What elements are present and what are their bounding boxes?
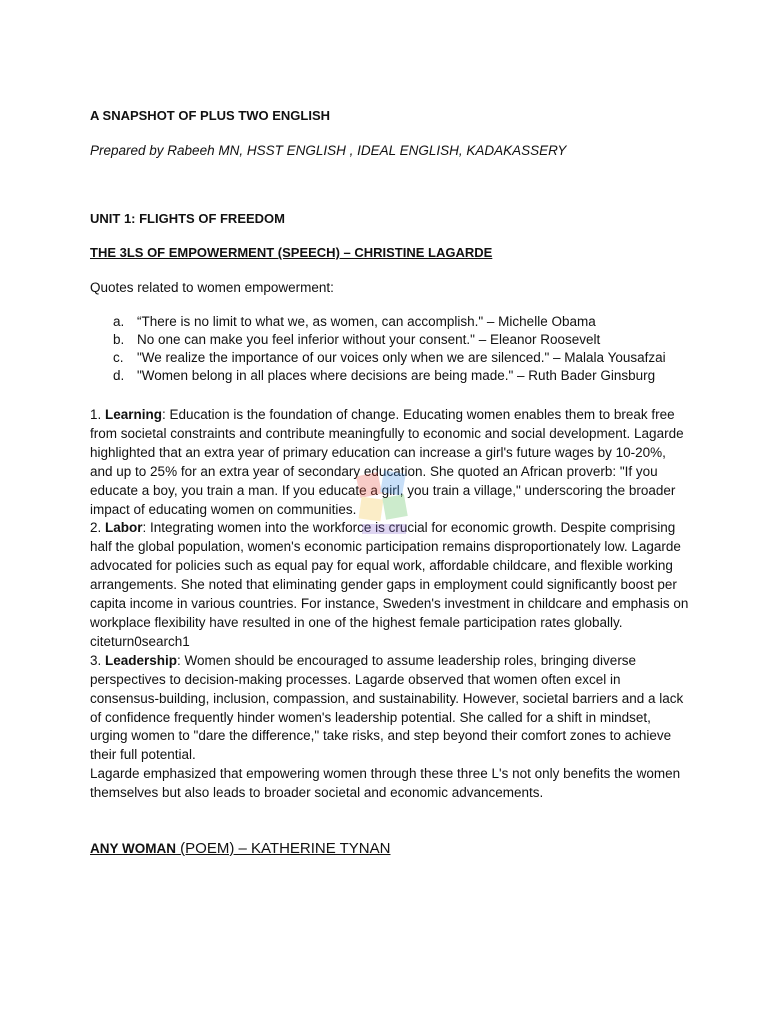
quote-text: “There is no limit to what we, as women, can accomplish." – Michelle Obama — [137, 314, 596, 329]
poem-heading — [90, 840, 390, 857]
point-text: : Integrating women into the workforce is crucial for economic growth. Despite comprising half the global population, women's economic participation remains disproportionately low. Lagarde advocated for policies such as equal pay for equal work, affordable childcare, and flexible working arrangements. She noted that eliminating gender gaps in employment could significantly boost per capita income in various countries. For instance, Sweden's investment in childcare and emphasis on workplace flexibility have resulted in one of the highest female participation rates globally. citeturn0search1 — [90, 520, 689, 649]
quote-item — [90, 349, 666, 367]
quote-item — [90, 367, 666, 385]
list-marker: d. — [113, 368, 125, 383]
quote-text: "We realize the importance of our voices only when we are silenced." – Malala Yousafzai — [137, 350, 666, 365]
point-term: Labor — [105, 520, 143, 536]
list-marker: b. — [113, 332, 125, 347]
point-leadership — [90, 652, 690, 765]
point-text: : Women should be encouraged to assume leadership roles, bringing diverse perspectives to decision-making processes. Lagarde observed that women often excel in consensus-building, inclusion, compassion, and sustainability. However, societal barriers and a lack of confidence frequently hinder women's leadership potential. She called for a shift in mindset, urging women to "dare the difference," take risks, and step beyond their comfort zones to achieve their full potential. — [90, 652, 684, 763]
point-labor — [90, 519, 690, 651]
poem-title-bold: ANY WOMAN — [90, 841, 176, 856]
point-number: 3. — [90, 652, 106, 668]
unit-heading: UNIT 1: FLIGHTS OF FREEDOM — [90, 211, 285, 226]
conclusion-paragraph: Lagarde emphasized that empowering women through these three L's not only benefits the women themselves but also leads to broader societal and economic advancements. — [90, 766, 681, 801]
quotes-list — [90, 313, 666, 385]
quote-item — [90, 313, 666, 331]
point-term: Leadership — [105, 652, 178, 668]
poem-title-rest: (POEM) – KATHERINE TYNAN — [176, 840, 391, 857]
point-number: 1. — [90, 407, 106, 422]
point-text: : Education is the foundation of change. Educating women enables them to break free from societal constraints and contribute meaningfully to economic and social development. Lagarde highlighted that an extra year of primary education can increase a girl's future wages by 10-20%, and up to 25% for an extra year of secondary education. She quoted an African proverb: "If you educate a boy, you train a man. If you educate a girl, you train a village," underscoring the broader impact of educating women on communities. — [90, 407, 684, 517]
point-number: 2. — [90, 520, 106, 536]
quote-item — [90, 331, 666, 349]
speech-body — [90, 406, 690, 803]
prepared-by-line: Prepared by Rabeeh MN, HSST ENGLISH , IDEAL ENGLISH, KADAKASSERY — [90, 143, 567, 158]
speech-heading: THE 3LS OF EMPOWERMENT (SPEECH) – CHRISTINE LAGARDE — [90, 245, 493, 260]
quote-text: "Women belong in all places where decisions are being made." – Ruth Bader Ginsburg — [137, 368, 656, 383]
list-marker: c. — [113, 350, 124, 365]
list-marker: a. — [113, 314, 125, 329]
point-learning — [90, 406, 690, 519]
point-term: Learning — [105, 407, 163, 422]
quotes-intro: Quotes related to women empowerment: — [90, 280, 334, 295]
quote-text: No one can make you feel inferior without your consent." – Eleanor Roosevelt — [137, 332, 601, 347]
document-title: A SNAPSHOT OF PLUS TWO ENGLISH — [90, 108, 331, 123]
